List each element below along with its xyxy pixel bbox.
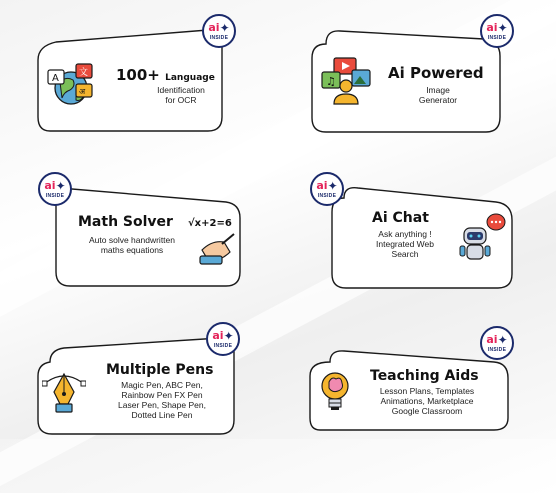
card-title: Ai Chat: [372, 210, 429, 226]
card-language: [36, 14, 236, 136]
svg-text:अ: अ: [79, 87, 86, 96]
sparkle-icon: ✦: [223, 329, 234, 343]
card-title: Multiple Pens: [106, 362, 214, 378]
svg-text:文: 文: [79, 68, 89, 78]
card-description: Image Generator: [418, 85, 458, 105]
svg-text:A: A: [52, 73, 59, 84]
card-description: Identification for OCR: [157, 85, 205, 105]
card-title: Ai Powered: [388, 64, 484, 82]
translate-globe-icon: [46, 62, 96, 106]
card-ai-chat: [308, 168, 528, 292]
media-generator-icon: [320, 56, 372, 106]
sparkle-icon: ✦: [55, 179, 66, 193]
robot-chat-icon: [458, 212, 506, 266]
card-multiple-pens: [34, 322, 254, 436]
writing-hand-icon: [196, 232, 236, 268]
pen-tool-icon: [42, 366, 86, 416]
card-title: Math Solver: [78, 214, 173, 230]
ai-inside-badge: ai ✦ INSIDE: [310, 172, 344, 206]
card-title: Teaching Aids: [370, 368, 479, 384]
sparkle-icon: ✦: [327, 179, 338, 193]
lightbulb-brain-icon: [318, 370, 352, 414]
ai-inside-badge: ai ✦ INSIDE: [202, 14, 236, 48]
card-description: Ask anything ! Integrated Web Search: [376, 229, 434, 259]
svg-text:♫: ♫: [326, 75, 336, 88]
ai-inside-badge: ai ✦ INSIDE: [480, 14, 514, 48]
card-description: Lesson Plans, Templates Animations, Marketplace Google Classroom: [379, 386, 475, 416]
card-ai-powered: [310, 14, 530, 134]
card-teaching-aids: [308, 322, 530, 432]
sparkle-icon: ✦: [497, 21, 508, 35]
ai-inside-badge: ai ✦ INSIDE: [480, 326, 514, 360]
sparkle-icon: ✦: [219, 21, 230, 35]
sparkle-icon: ✦: [497, 333, 508, 347]
card-title: 100+ Language: [116, 66, 215, 84]
ai-inside-badge: ai ✦ INSIDE: [206, 322, 240, 356]
card-description: Auto solve handwritten maths equations: [89, 235, 175, 255]
equation-label: √x+2=6: [188, 218, 232, 229]
card-math-solver: [36, 168, 256, 292]
card-description: Magic Pen, ABC Pen, Rainbow Pen FX Pen Laser Pen, Shape Pen, Dotted Line Pen: [118, 380, 206, 420]
ai-inside-badge: ai ✦ INSIDE: [38, 172, 72, 206]
